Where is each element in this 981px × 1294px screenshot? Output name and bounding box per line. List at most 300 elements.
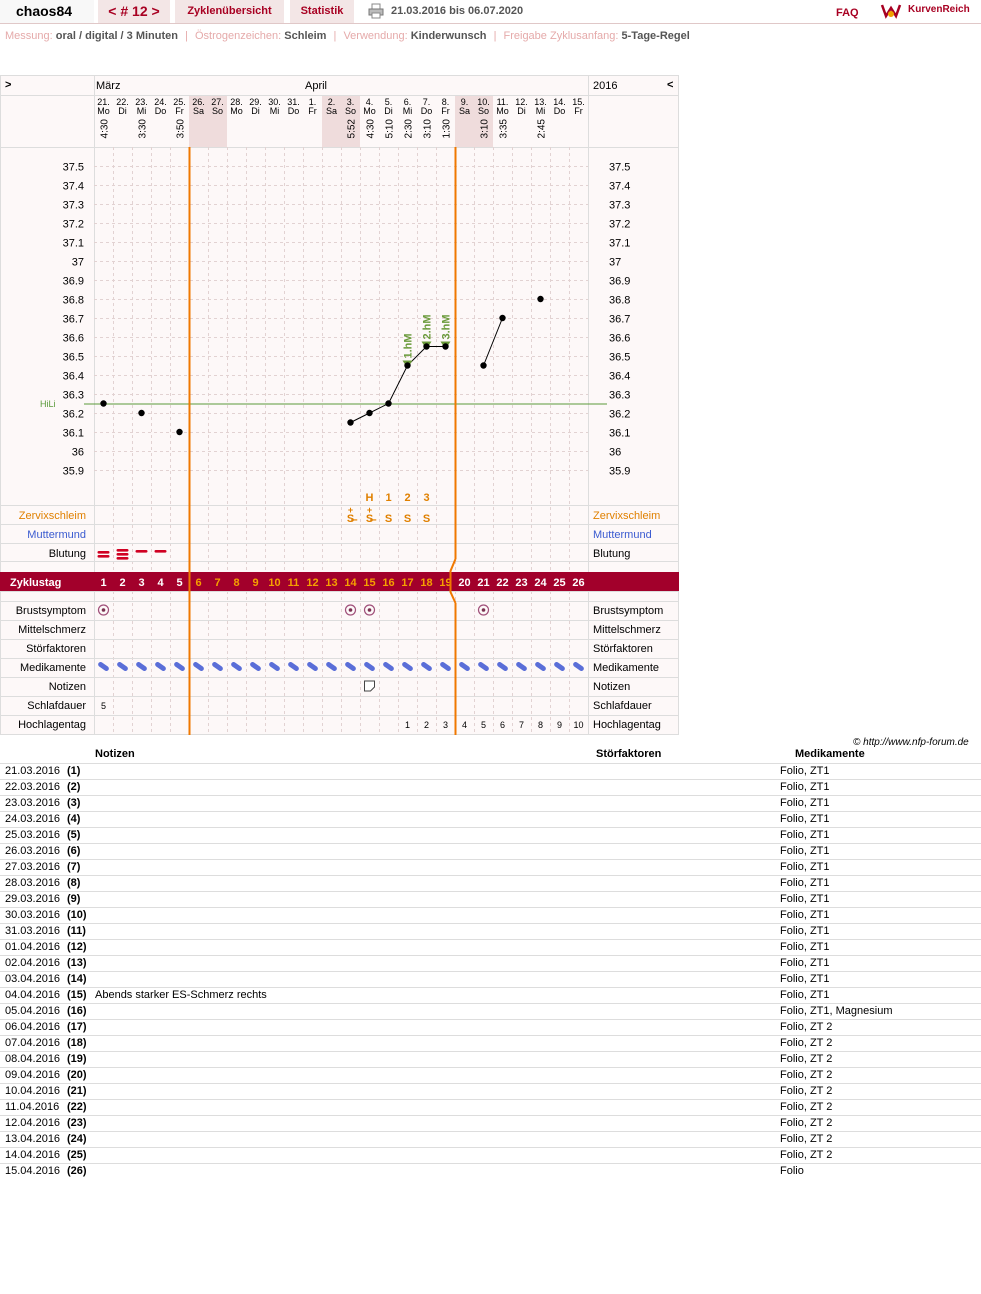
- cycle-day-number: 4: [157, 577, 164, 589]
- day-date: 23.: [135, 97, 148, 107]
- row-date: 29.03.2016: [5, 893, 61, 905]
- table-row: [0, 827, 981, 843]
- day-date: 2.: [327, 97, 336, 107]
- row-label-right-meds: Medikamente: [593, 662, 660, 674]
- high-day-value: 9: [556, 720, 563, 730]
- cycle-day-number: 5: [176, 577, 183, 589]
- day-date: 13.: [534, 97, 547, 107]
- temperature-point: [423, 343, 429, 349]
- measure-time: 3:10: [479, 119, 491, 139]
- row-date: 23.03.2016: [5, 797, 61, 809]
- mucus-symbol: S̶: [346, 513, 355, 525]
- row-medications: Folio, ZT 2: [780, 1037, 833, 1049]
- row-label-cervix: Muttermund: [27, 529, 86, 541]
- row-cycle-day: (4): [67, 813, 81, 825]
- measurement-info: Messung: oral / digital / 3 Minuten | Östrogenzeichen: Schleim | Verwendung: Kinderwunsch | Freigabe Zyklusanfang: 5-Tage-Regel: [5, 30, 690, 42]
- hili-label: HiLi: [40, 399, 56, 409]
- info-label-measurement: Messung:: [5, 30, 53, 42]
- printer-icon[interactable]: [368, 3, 384, 19]
- table-row: [0, 843, 981, 859]
- header-notes: Notizen: [95, 748, 135, 760]
- table-row: [0, 795, 981, 811]
- row-date: 15.04.2016: [5, 1165, 61, 1177]
- row-label-sleep: Schlafdauer: [27, 700, 86, 712]
- row-date: 24.03.2016: [5, 813, 61, 825]
- measure-time: 5:10: [384, 119, 396, 139]
- high-mark-label: 2.hM: [421, 314, 434, 340]
- day-weekday: Sa: [192, 106, 205, 116]
- y-tick-label-right: 35.9: [609, 465, 631, 478]
- row-date: 13.04.2016: [5, 1133, 61, 1145]
- table-row: [0, 875, 981, 891]
- cycle-day-number: 25: [553, 577, 566, 589]
- measure-time: 3:30: [137, 119, 149, 139]
- row-medications: Folio, ZT1: [780, 829, 830, 841]
- info-value-estrogen: Schleim: [284, 30, 327, 42]
- table-row: [0, 1083, 981, 1099]
- row-cycle-day: (10): [67, 909, 87, 921]
- row-cycle-day: (15): [67, 989, 87, 1001]
- cycle-day-number: 7: [214, 577, 221, 589]
- temperature-point: [347, 419, 353, 425]
- table-row: [0, 779, 981, 795]
- mucus-symbol: S: [403, 513, 412, 525]
- copyright[interactable]: © http://www.nfp-forum.de: [853, 737, 969, 748]
- row-label-right-disturb: Störfaktoren: [593, 643, 653, 655]
- y-tick-label-left: 36.9: [62, 275, 84, 288]
- row-cycle-day: (23): [67, 1117, 87, 1129]
- cycle-day-number: 16: [382, 577, 395, 589]
- temperature-point: [100, 400, 106, 406]
- day-date: 11.: [496, 97, 509, 107]
- y-tick-label-right: 37.2: [609, 218, 631, 231]
- header-medications: Medikamente: [795, 748, 865, 760]
- day-date: 10.: [477, 97, 490, 107]
- row-medications: Folio, ZT 2: [780, 1133, 833, 1145]
- row-date: 11.04.2016: [5, 1101, 60, 1113]
- day-weekday: So: [344, 106, 357, 116]
- cycle-day-number: 15: [363, 577, 376, 589]
- day-date: 21.: [97, 97, 110, 107]
- high-day-value: 3: [442, 720, 449, 730]
- day-weekday: So: [477, 106, 490, 116]
- cycle-day-label: Zyklustag: [10, 577, 62, 589]
- temperature-point: [176, 429, 182, 435]
- table-row: [0, 891, 981, 907]
- row-medications: Folio, ZT 2: [780, 1069, 833, 1081]
- table-row: [0, 1035, 981, 1051]
- cycle-day-number: 21: [477, 577, 490, 589]
- y-tick-label-right: 37.1: [609, 237, 631, 250]
- row-date: 06.04.2016: [5, 1021, 61, 1033]
- day-date: 26.: [192, 97, 205, 107]
- table-row: [0, 923, 981, 939]
- y-tick-label-left: 37: [71, 256, 84, 269]
- day-weekday: Mi: [535, 106, 546, 116]
- row-medications: Folio, ZT 2: [780, 1149, 833, 1161]
- bleeding-mark: [117, 549, 129, 552]
- temperature-point: [366, 410, 372, 416]
- row-medications: Folio, ZT1: [780, 957, 830, 969]
- day-weekday: Mi: [402, 106, 413, 116]
- high-day-value: 5: [480, 720, 487, 730]
- mucus-peak-label: H: [365, 492, 374, 504]
- row-date: 04.04.2016: [5, 989, 61, 1001]
- row-cycle-day: (3): [67, 797, 81, 809]
- day-date: 29.: [249, 97, 262, 107]
- day-weekday: Mi: [136, 106, 147, 116]
- day-weekday: Di: [517, 106, 526, 116]
- row-label-right-notes: Notizen: [593, 681, 631, 693]
- row-date: 28.03.2016: [5, 877, 61, 889]
- month-label: April: [305, 80, 328, 92]
- logo-text: KurvenReich: [908, 4, 970, 15]
- table-row: [0, 939, 981, 955]
- row-medications: Folio, ZT1: [780, 893, 830, 905]
- row-cycle-day: (5): [67, 829, 81, 841]
- temperature-point: [480, 362, 486, 368]
- day-date: 24.: [154, 97, 167, 107]
- row-date: 22.03.2016: [5, 781, 61, 793]
- cycle-day-number: 10: [268, 577, 281, 589]
- high-day-value: 6: [499, 720, 506, 730]
- day-weekday: Mo: [496, 106, 509, 116]
- row-cycle-day: (14): [67, 973, 87, 985]
- measure-time: 3:10: [422, 119, 434, 139]
- mucus-peak-label: 1: [385, 492, 392, 504]
- day-date: 31.: [287, 97, 300, 107]
- info-label-estrogen: Östrogenzeichen:: [194, 30, 282, 42]
- y-tick-label-left: 37.1: [62, 237, 84, 250]
- cycle-day-number: 8: [233, 577, 240, 589]
- mucus-symbol: S̶: [365, 513, 374, 525]
- row-cycle-day: (6): [67, 845, 81, 857]
- row-medications: Folio, ZT1: [780, 989, 830, 1001]
- row-label-high: Hochlagentag: [18, 719, 86, 731]
- table-row: [0, 811, 981, 827]
- row-date: 30.03.2016: [5, 909, 61, 921]
- y-tick-label-right: 36.5: [609, 351, 631, 364]
- row-medications: Folio, ZT1, Magnesium: [780, 1005, 893, 1017]
- y-tick-label-left: 37.3: [62, 199, 84, 212]
- cycle-day-number: 23: [515, 577, 528, 589]
- info-label-release: Freigabe Zyklusanfang:: [503, 30, 619, 42]
- row-date: 05.04.2016: [5, 1005, 61, 1017]
- y-tick-label-left: 37.5: [62, 161, 84, 174]
- y-tick-label-right: 37.5: [609, 161, 631, 174]
- day-date: 6.: [403, 97, 412, 107]
- cycle-day-number: 11: [287, 577, 300, 589]
- cycle-day-number: 9: [252, 577, 259, 589]
- temperature-point: [537, 296, 543, 302]
- temperature-point: [385, 400, 391, 406]
- y-tick-label-right: 36.7: [609, 313, 631, 326]
- logo-icon: [880, 2, 902, 20]
- faq-link[interactable]: FAQ: [836, 7, 859, 19]
- row-date: 09.04.2016: [5, 1069, 61, 1081]
- y-tick-label-right: 36.2: [609, 408, 631, 421]
- table-row: [0, 1003, 981, 1019]
- high-day-value: 7: [518, 720, 525, 730]
- top-bar: [0, 0, 981, 24]
- row-cycle-day: (20): [67, 1069, 87, 1081]
- day-weekday: Mi: [269, 106, 280, 116]
- mucus-symbol: S: [384, 513, 393, 525]
- y-tick-label-right: 36.8: [609, 294, 631, 307]
- row-medications: Folio, ZT1: [780, 925, 830, 937]
- info-label-usage: Verwendung:: [343, 30, 408, 42]
- cycle-day-number: 14: [344, 577, 357, 589]
- row-label-right-sleep: Schlafdauer: [593, 700, 652, 712]
- row-date: 14.04.2016: [5, 1149, 61, 1161]
- day-weekday: Do: [287, 106, 300, 116]
- day-weekday: Do: [553, 106, 566, 116]
- y-tick-label-right: 36.4: [609, 370, 631, 383]
- measure-time: 4:30: [365, 119, 377, 139]
- info-value-release: 5-Tage-Regel: [621, 30, 690, 42]
- day-date: 5.: [384, 97, 393, 107]
- table-row: [0, 1131, 981, 1147]
- y-tick-label-left: 36.7: [62, 313, 84, 326]
- day-date: 15.: [572, 97, 585, 107]
- tab-cycle-overview[interactable]: Zyklenübersicht: [175, 0, 284, 23]
- measure-time: 3:50: [175, 119, 187, 139]
- row-medications: Folio, ZT1: [780, 941, 830, 953]
- row-cycle-day: (25): [67, 1149, 87, 1161]
- day-date: 25.: [173, 97, 186, 107]
- y-tick-label-left: 36.1: [62, 427, 84, 440]
- day-date: 28.: [230, 97, 243, 107]
- table-row: [0, 1115, 981, 1131]
- y-tick-label-left: 36: [71, 446, 84, 459]
- row-label-notes: Notizen: [48, 681, 86, 693]
- table-row: [0, 763, 981, 779]
- day-weekday: Fr: [441, 106, 450, 116]
- measure-time: 5:52: [346, 119, 358, 139]
- row-cycle-day: (7): [67, 861, 81, 873]
- measure-time: 1:30: [441, 119, 453, 139]
- high-mark-label: 1.hM: [402, 333, 415, 359]
- y-tick-label-right: 37: [609, 256, 622, 269]
- temperature-point: [442, 343, 448, 349]
- breast-symptom-icon: [102, 608, 106, 612]
- table-row: [0, 1019, 981, 1035]
- day-weekday: Sa: [325, 106, 338, 116]
- row-medications: Folio, ZT1: [780, 973, 830, 985]
- y-tick-label-left: 35.9: [62, 465, 84, 478]
- row-medications: Folio, ZT1: [780, 765, 830, 777]
- row-date: 02.04.2016: [5, 957, 61, 969]
- day-weekday: Mo: [363, 106, 376, 116]
- day-weekday: Fr: [175, 106, 184, 116]
- mucus-peak-label: 3: [423, 492, 430, 504]
- day-date: 27.: [211, 97, 224, 107]
- day-date: 22.: [116, 97, 129, 107]
- y-tick-label-right: 36.6: [609, 332, 631, 345]
- username-tab[interactable]: chaos84: [0, 0, 94, 23]
- row-medications: Folio, ZT1: [780, 797, 830, 809]
- tab-statistics[interactable]: Statistik: [290, 0, 354, 23]
- high-day-value: 1: [404, 720, 411, 730]
- nav-prev-button[interactable]: >: [5, 79, 12, 91]
- header-disturbances: Störfaktoren: [596, 748, 662, 760]
- mucus-symbol: S: [422, 513, 431, 525]
- row-date: 26.03.2016: [5, 845, 61, 857]
- day-weekday: Do: [154, 106, 167, 116]
- row-cycle-day: (22): [67, 1101, 87, 1113]
- bleeding-mark: [117, 553, 129, 556]
- y-tick-label-left: 36.3: [62, 389, 84, 402]
- row-label-right-bleeding: Blutung: [593, 548, 631, 560]
- cycle-day-number: 2: [119, 577, 126, 589]
- row-medications: Folio, ZT1: [780, 813, 830, 825]
- y-tick-label-right: 36: [609, 446, 622, 459]
- high-day-value: 10: [573, 720, 584, 730]
- bleeding-mark: [136, 550, 148, 553]
- table-row: [0, 859, 981, 875]
- y-tick-label-left: 36.5: [62, 351, 84, 364]
- cycle-day-number: 13: [325, 577, 338, 589]
- row-date: 27.03.2016: [5, 861, 61, 873]
- row-label-pain: Mittelschmerz: [18, 624, 86, 636]
- row-cycle-day: (19): [67, 1053, 87, 1065]
- info-value-measurement: oral / digital / 3 Minuten: [55, 30, 178, 42]
- row-label-right-high: Hochlagentag: [593, 719, 661, 731]
- row-date: 03.04.2016: [5, 973, 61, 985]
- day-date: 8.: [441, 97, 450, 107]
- bleeding-mark: [155, 550, 167, 553]
- nav-next-button[interactable]: <: [667, 79, 674, 91]
- mucus-peak-label: 2: [404, 492, 411, 504]
- y-tick-label-left: 36.8: [62, 294, 84, 307]
- row-date: 10.04.2016: [5, 1085, 61, 1097]
- high-day-value: 2: [423, 720, 430, 730]
- y-tick-label-left: 36.2: [62, 408, 84, 421]
- row-cycle-day: (24): [67, 1133, 87, 1145]
- table-row: [0, 1163, 981, 1179]
- cycle-day-number: 19: [439, 577, 452, 589]
- row-cycle-day: (16): [67, 1005, 87, 1017]
- row-cycle-day: (11): [67, 925, 86, 937]
- row-cycle-day: (21): [67, 1085, 87, 1097]
- row-cycle-day: (17): [67, 1021, 87, 1033]
- row-medications: Folio, ZT 2: [780, 1117, 833, 1129]
- measure-time: 3:35: [498, 119, 510, 139]
- day-date: 4.: [365, 97, 374, 107]
- y-tick-label-right: 36.1: [609, 427, 631, 440]
- table-row: [0, 1051, 981, 1067]
- row-medications: Folio, ZT1: [780, 909, 830, 921]
- row-label-mucus: Zervixschleim: [18, 510, 86, 522]
- row-medications: Folio, ZT 2: [780, 1101, 833, 1113]
- y-tick-label-right: 37.4: [609, 180, 631, 193]
- row-label-meds: Medikamente: [19, 662, 86, 674]
- day-date: 3.: [346, 97, 355, 107]
- y-tick-label-left: 37.4: [62, 180, 84, 193]
- row-label-bleeding: Blutung: [48, 548, 86, 560]
- breast-symptom-icon: [349, 608, 353, 612]
- table-row: [0, 1147, 981, 1163]
- table-row: [0, 1067, 981, 1083]
- bleeding-mark: [117, 557, 129, 560]
- row-cycle-day: (18): [67, 1037, 87, 1049]
- day-weekday: Fr: [308, 106, 317, 116]
- high-mark-label: 3.hM: [440, 314, 453, 340]
- cycle-day-number: 24: [534, 577, 547, 589]
- y-tick-label-right: 37.3: [609, 199, 631, 212]
- row-label-breast: Brustsymptom: [15, 605, 86, 617]
- row-medications: Folio, ZT1: [780, 781, 830, 793]
- row-medications: Folio, ZT1: [780, 861, 830, 873]
- row-cycle-day: (8): [67, 877, 81, 889]
- row-medications: Folio: [780, 1165, 804, 1177]
- cycle-day-number: 12: [306, 577, 319, 589]
- bleeding-mark: [98, 551, 110, 554]
- day-weekday: Mo: [230, 106, 243, 116]
- kurvenreich-logo[interactable]: [880, 2, 980, 22]
- mucus-plus: +: [347, 505, 354, 515]
- day-date: 9.: [460, 97, 469, 107]
- cycle-day-number: 20: [458, 577, 471, 589]
- y-tick-label-left: 36.6: [62, 332, 84, 345]
- row-date: 31.03.2016: [5, 925, 61, 937]
- day-date: 1.: [308, 97, 317, 107]
- day-date: 14.: [553, 97, 566, 107]
- high-day-value: 4: [461, 720, 468, 730]
- mucus-plus: +: [366, 505, 373, 515]
- cycle-day-number: 6: [195, 577, 202, 589]
- info-value-usage: Kinderwunsch: [410, 30, 487, 42]
- breast-symptom-icon: [482, 608, 486, 612]
- temperature-point: [138, 410, 144, 416]
- y-tick-label-left: 36.4: [62, 370, 84, 383]
- measure-time: 2:45: [536, 119, 548, 139]
- row-date: 21.03.2016: [5, 765, 61, 777]
- high-day-value: 8: [537, 720, 544, 730]
- day-date: 7.: [422, 97, 431, 107]
- table-row: [0, 971, 981, 987]
- row-medications: Folio, ZT 2: [780, 1021, 833, 1033]
- table-row: [0, 1099, 981, 1115]
- row-date: 08.04.2016: [5, 1053, 61, 1065]
- row-label-right-pain: Mittelschmerz: [593, 624, 661, 636]
- temperature-point: [404, 362, 410, 368]
- bleeding-mark: [98, 555, 110, 558]
- table-row: [0, 907, 981, 923]
- cycle-day-number: 18: [420, 577, 433, 589]
- cycle-chart: [0, 75, 679, 735]
- row-label-disturb: Störfaktoren: [26, 643, 86, 655]
- row-cycle-day: (13): [67, 957, 87, 969]
- cycle-navigator[interactable]: < # 12 >: [98, 0, 170, 23]
- table-row: [0, 955, 981, 971]
- row-label-right-breast: Brustsymptom: [593, 605, 664, 617]
- row-cycle-day: (1): [67, 765, 81, 777]
- day-weekday: Mo: [97, 106, 110, 116]
- y-tick-label-right: 36.9: [609, 275, 631, 288]
- measure-time: 4:30: [99, 119, 111, 139]
- row-medications: Folio, ZT 2: [780, 1053, 833, 1065]
- row-cycle-day: (9): [67, 893, 81, 905]
- cycle-day-number: 3: [138, 577, 145, 589]
- day-weekday: Di: [118, 106, 127, 116]
- row-medications: Folio, ZT1: [780, 845, 830, 857]
- row-date: 12.04.2016: [5, 1117, 61, 1129]
- table-row: [0, 987, 981, 1003]
- sleep-value: 5: [100, 701, 107, 711]
- temperature-point: [499, 315, 505, 321]
- notes-rows: [0, 763, 981, 1179]
